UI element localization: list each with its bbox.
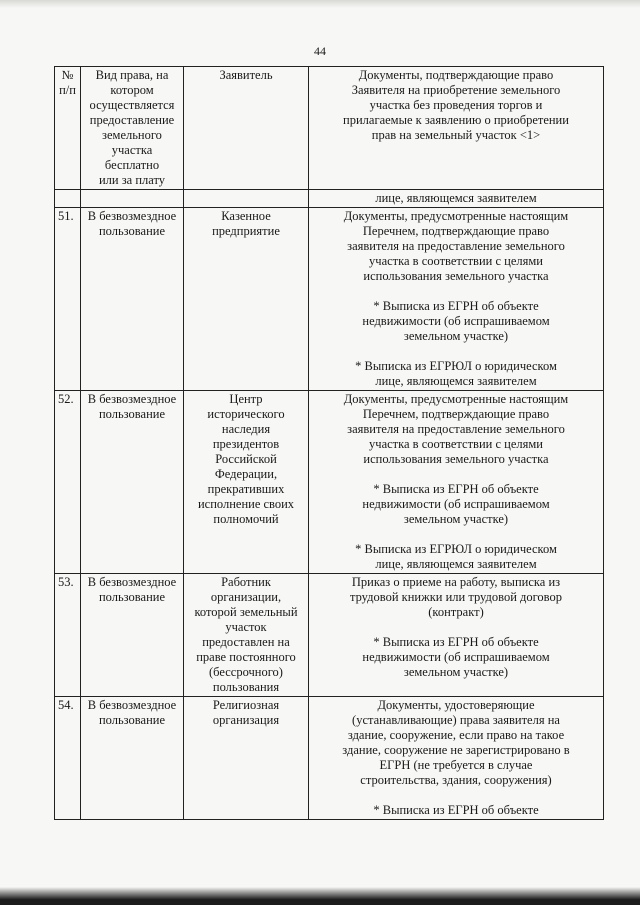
document-line: недвижимости (об испрашиваемом: [362, 497, 550, 511]
header-documents-line: Заявителя на приобретение земельного: [351, 83, 561, 97]
document-item: [312, 392, 600, 467]
document-line: Перечнем, подтверждающие право: [362, 407, 550, 421]
document-line: участка в соответствии с целями: [369, 254, 543, 268]
document-line: Документы, предусмотренные настоящим: [343, 209, 569, 223]
document-line: недвижимости (об испрашиваемом: [362, 650, 550, 664]
row-applicant-line: Работник: [221, 575, 271, 589]
row-number: 51.: [55, 208, 81, 391]
document-item: [312, 482, 600, 527]
header-documents-line: участка без проведения торгов и: [369, 98, 543, 112]
document-line: * Выписка из ЕГРН об объекте: [373, 482, 539, 496]
document-item: [312, 803, 600, 818]
row-number: 53.: [55, 574, 81, 697]
row-number: 54.: [55, 697, 81, 820]
header-right-line: участка бесплатно: [104, 143, 160, 172]
row-documents: [309, 697, 604, 820]
row-applicant-line: праве постоянного: [196, 650, 296, 664]
document-line: земельном участке): [403, 329, 509, 343]
header-right-line: земельного: [102, 128, 162, 142]
document-line: строительства, здания, сооружения): [360, 773, 552, 787]
row-applicant-line: исторического: [207, 407, 285, 421]
document-line: участка в соответствии с целями: [369, 437, 543, 451]
row-applicant-line: (бессрочного): [209, 665, 283, 679]
row-applicant: [184, 697, 309, 820]
continuation-applicant-cell: [184, 190, 309, 208]
document-item: [312, 359, 600, 389]
row-right-type: [81, 208, 184, 391]
header-right-line: предоставление: [89, 113, 175, 127]
table-row: [55, 208, 604, 391]
row-documents: [309, 391, 604, 574]
row-number: 52.: [55, 391, 81, 574]
header-documents-line: Документы, подтверждающие право: [358, 68, 554, 82]
page-number: 44: [314, 44, 326, 58]
row-applicant-line: президентов: [212, 437, 280, 451]
document-line: использования земельного участка: [363, 452, 549, 466]
header-row: [55, 67, 604, 190]
document-table: [54, 66, 604, 820]
document-line: земельном участке): [403, 665, 509, 679]
header-applicant: [184, 67, 309, 190]
row-right-line: пользование: [98, 407, 166, 421]
scan-top-edge: [0, 0, 640, 8]
header-documents-line: прилагаемые к заявлению о приобретении: [343, 113, 569, 127]
row-documents: [309, 574, 604, 697]
document-line: заявителя на предоставление земельного: [347, 422, 565, 436]
document-item: [312, 299, 600, 344]
continuation-right-cell: [81, 190, 184, 208]
document-item: [312, 575, 600, 620]
header-right-line: котором: [110, 83, 154, 97]
row-applicant-line: организации,: [210, 590, 282, 604]
header-right-line: осуществляется: [89, 98, 175, 112]
table-row: [55, 391, 604, 574]
row-applicant-line: предприятие: [212, 224, 280, 238]
scan-bottom-edge: [0, 887, 640, 905]
document-line: здание, сооружение, если право на такое: [347, 728, 565, 742]
document-line: трудовой книжки или трудовой договор: [349, 590, 563, 604]
row-applicant-line: Федерации,: [214, 467, 278, 481]
document-line: лице, являющемся заявителем: [375, 557, 537, 571]
row-applicant-line: Религиозная: [212, 698, 280, 712]
document-item: [312, 542, 600, 572]
row-documents: [309, 208, 604, 391]
row-right-line: В безвозмездное: [87, 209, 177, 223]
row-right-line: В безвозмездное: [87, 698, 177, 712]
document-line: земельном участке): [403, 512, 509, 526]
row-right-line: пользование: [98, 713, 166, 727]
header-right-line: Вид права, на: [95, 68, 169, 82]
header-num: [55, 67, 81, 190]
document-line: здание, сооружение не зарегистрировано в: [342, 743, 570, 757]
header-documents: [309, 67, 604, 190]
row-right-type: [81, 391, 184, 574]
document-item: [312, 698, 600, 788]
row-applicant-line: организация: [212, 713, 280, 727]
header-documents-line: прав на земельный участок <1>: [371, 128, 541, 142]
document-line: заявителя на предоставление земельного: [347, 239, 565, 253]
row-applicant-line: которой земельный: [194, 605, 298, 619]
document-item: [312, 209, 600, 284]
continuation-documents-cell: лице, являющемся заявителем: [309, 190, 604, 208]
document-line: * Выписка из ЕГРН об объекте: [373, 803, 539, 817]
row-right-type: [81, 697, 184, 820]
row-right-line: пользование: [98, 590, 166, 604]
continuation-row: [55, 190, 604, 208]
row-right-line: В безвозмездное: [87, 575, 177, 589]
document-line: Документы, предусмотренные настоящим: [343, 392, 569, 406]
row-applicant-line: Казенное: [221, 209, 271, 223]
header-right-line: или за плату: [98, 173, 166, 187]
header-applicant-line: Заявитель: [219, 68, 273, 82]
row-applicant-line: полномочий: [213, 512, 279, 526]
table-row: [55, 697, 604, 820]
document-line: недвижимости (об испрашиваемом: [362, 314, 550, 328]
row-applicant-line: участок: [225, 620, 267, 634]
row-applicant-line: Российской: [215, 452, 277, 466]
row-right-line: пользование: [98, 224, 166, 238]
row-applicant-line: наследия: [221, 422, 271, 436]
header-num-line: №: [61, 68, 74, 82]
document-line: ЕГРН (не требуется в случае: [379, 758, 533, 772]
header-num-line: п/п: [59, 83, 76, 97]
document-line: Перечнем, подтверждающие право: [362, 224, 550, 238]
document-line: * Выписка из ЕГРЮЛ о юридическом: [355, 359, 557, 373]
document-item: [312, 635, 600, 680]
row-applicant-line: пользования: [212, 680, 280, 694]
continuation-num-cell: [55, 190, 81, 208]
document-line: использования земельного участка: [363, 269, 549, 283]
document-line: * Выписка из ЕГРН об объекте: [373, 635, 539, 649]
row-applicant-line: предоставлен на: [202, 635, 290, 649]
document-line: лице, являющемся заявителем: [375, 374, 537, 388]
document-line: Приказ о приеме на работу, выписка из: [351, 575, 561, 589]
row-applicant: [184, 574, 309, 697]
document-line: * Выписка из ЕГРН об объекте: [373, 299, 539, 313]
row-applicant-line: прекративших: [207, 482, 285, 496]
row-right-line: В безвозмездное: [87, 392, 177, 406]
row-right-type: [81, 574, 184, 697]
document-line: (контракт): [428, 605, 484, 619]
document-line: (устанавливающие) права заявителя на: [352, 713, 560, 727]
row-applicant-line: Центр: [229, 392, 263, 406]
header-right-type: [81, 67, 184, 190]
row-applicant: [184, 208, 309, 391]
document-line: * Выписка из ЕГРЮЛ о юридическом: [355, 542, 557, 556]
row-applicant: [184, 391, 309, 574]
table-row: [55, 574, 604, 697]
document-line: Документы, удостоверяющие: [377, 698, 535, 712]
row-applicant-line: исполнение своих: [197, 497, 295, 511]
